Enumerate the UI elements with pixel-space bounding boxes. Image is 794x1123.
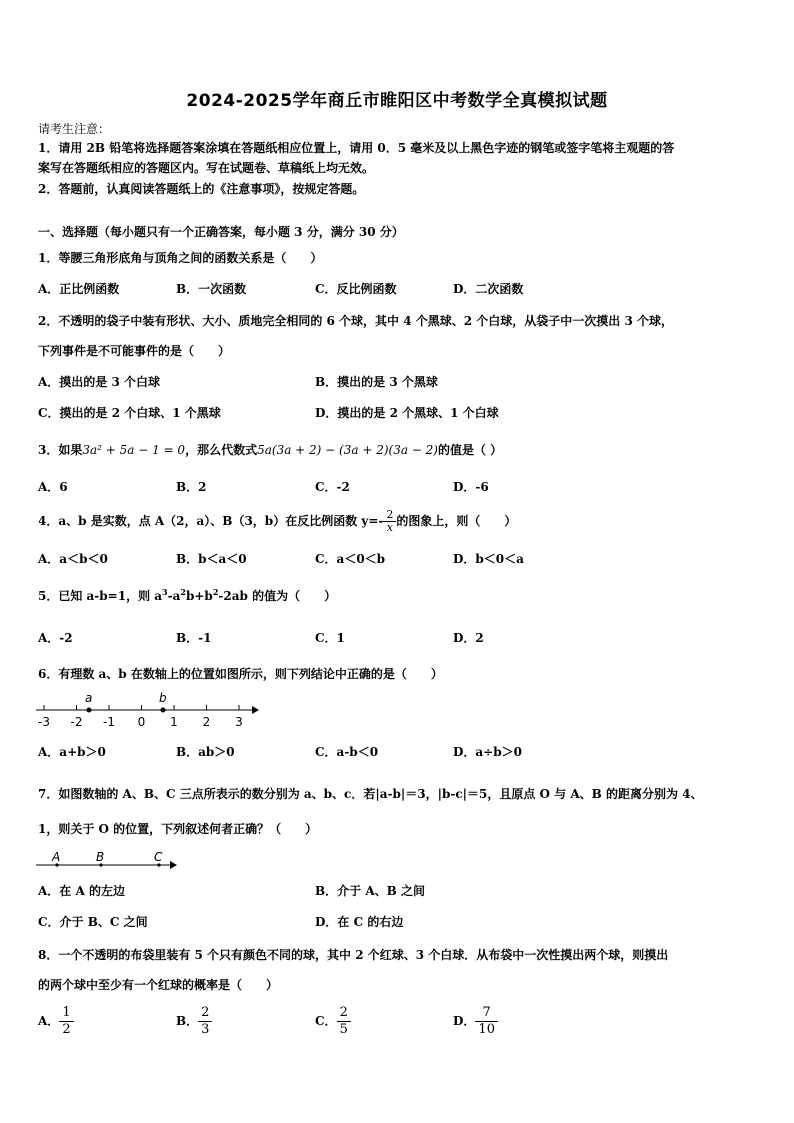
q3-option-d: D．-6 <box>453 480 489 494</box>
q1-option-b: B．一次函数 <box>176 282 247 296</box>
q7-point-b-label: B <box>96 850 105 864</box>
q6-option-d: D．a÷b＞0 <box>453 745 522 759</box>
q8-option-a-denominator: 2 <box>59 1021 73 1038</box>
q6-tick-label: 1 <box>170 715 178 729</box>
q5-stem <box>38 588 336 604</box>
notice-item-1-line-2: 案写在答题纸相应的答题区内。写在试题卷、草稿纸上均无效。 <box>38 161 375 175</box>
section-heading: 一、选择题（每小题只有一个正确答案，每小题 3 分，满分 30 分） <box>38 225 404 239</box>
q4-option-d: D．b＜0＜a <box>453 552 524 566</box>
q4-stem-post: 的图象上，则（ ） <box>396 514 517 528</box>
q6-tick-label: -1 <box>103 715 115 729</box>
q8-stem-line-2: 的两个球中至少有一个红球的概率是（ ） <box>38 978 279 992</box>
q5-option-a: A．-2 <box>38 631 73 645</box>
q8-option-a-fraction <box>59 1005 73 1038</box>
q3-equation: 3a² + 5a − 1 = 0 <box>82 443 186 457</box>
q1-option-c: C．反比例函数 <box>315 282 397 296</box>
q7-stem-line-1: 7．如图数轴的 A、B、C 三点所表示的数分别为 a、b、c．若|a-b|＝3，|b-c|＝5，且原点 O 与 A、B 的距离分别为 4、 <box>38 787 703 801</box>
q7-option-d: D．在 C 的右边 <box>315 915 404 929</box>
q4-fraction <box>383 509 396 534</box>
q2-stem-line-1: 2．不透明的袋子中装有形状、大小、质地完全相同的 6 个球，其中 4 个黑球、2 个白球，从袋子中一次摸出 3 个球， <box>38 314 673 328</box>
q4-fraction-numerator: 2 <box>386 508 394 521</box>
q5-exponent-3: 2 <box>212 587 219 597</box>
q5-option-d: D．2 <box>453 631 484 645</box>
q2-option-a: A．摸出的是 3 个白球 <box>38 375 161 389</box>
q8-option-a <box>38 1002 74 1040</box>
q4-fraction-denominator: x <box>383 521 396 534</box>
notice-item-1-line-1: 1．请用 2B 铅笔将选择题答案涂填在答题纸相应位置上，请用 0．5 毫米及以上黑色字迹的钢笔或签字笔将主观题的答 <box>38 141 675 155</box>
q8-option-b-fraction <box>198 1005 212 1038</box>
q8-option-b-numerator: 2 <box>201 1005 210 1020</box>
q5-exponent-2: 2 <box>180 587 186 597</box>
q5-stem-pre: 5．已知 a-b=1，则 a <box>38 589 163 603</box>
q6-tick-label: 3 <box>235 715 243 729</box>
q6-option-c: C．a-b＜0 <box>315 745 379 759</box>
q6-point-b <box>161 708 166 713</box>
q6-axis-arrow <box>252 706 259 714</box>
q3-stem-mid: ，那么代数式 <box>185 443 258 457</box>
q8-option-c-label: C． <box>315 1014 337 1028</box>
q6-point-a <box>87 708 92 713</box>
q8-option-c-denominator: 5 <box>337 1021 351 1038</box>
q3-expression: 5a(3a + 2) − (3a + 2)(3a − 2) <box>257 443 438 457</box>
q1-option-a: A．正比例函数 <box>38 282 120 296</box>
q6-number-line <box>32 688 262 730</box>
q3-option-c: C．-2 <box>315 480 350 494</box>
q3-option-a: A．6 <box>38 480 68 494</box>
q6-tick-label: 2 <box>202 715 211 729</box>
q5-stem-post: -2ab 的值为（ ） <box>218 589 337 603</box>
q8-stem-line-1: 8．一个不透明的布袋里装有 5 个只有颜色不同的球，其中 2 个红球、3 个白球．从布袋中一次性摸出两个球，则摸出 <box>38 948 669 962</box>
q8-option-c <box>315 1002 351 1040</box>
q7-point-a-label: A <box>52 850 61 864</box>
q7-stem-line-2: 1，则关于 O 的位置，下列叙述何者正确？（ ） <box>38 822 318 836</box>
q6-option-a: A．a+b＞0 <box>38 745 106 759</box>
q3-stem <box>38 442 502 458</box>
q8-option-d-denominator: 10 <box>475 1021 498 1038</box>
q8-option-b-label: B． <box>176 1014 199 1028</box>
q6-stem: 6．有理数 a、b 在数轴上的位置如图所示，则下列结论中正确的是（ ） <box>38 667 443 681</box>
q5-stem-mid2: b+b <box>185 589 213 603</box>
q5-option-c: C．1 <box>315 631 345 645</box>
page-title: 2024-2025学年商丘市睢阳区中考数学全真模拟试题 <box>186 91 608 111</box>
q1-option-d: D．二次函数 <box>453 282 524 296</box>
q7-option-a: A．在 A 的左边 <box>38 884 125 898</box>
q6-tick-label: 0 <box>137 715 146 729</box>
q4-stem-pre: 4．a、b 是实数，点 A（2，a）、B（3，b）在反比例函数 y=- <box>38 514 384 528</box>
q8-option-c-numerator: 2 <box>339 1005 348 1020</box>
q7-point-c-label: C <box>154 850 163 864</box>
q8-option-d-label: D． <box>453 1014 476 1028</box>
q4-stem <box>38 506 516 536</box>
q5-exponent-1: 3 <box>162 587 168 597</box>
q2-option-d: D．摸出的是 2 个黑球、1 个白球 <box>315 406 499 420</box>
q8-option-b <box>176 1002 212 1040</box>
q6-point-b-label: b <box>159 691 167 705</box>
q2-option-b: B．摸出的是 3 个黑球 <box>315 375 438 389</box>
notice-item-2: 2．答题前，认真阅读答题纸上的《注意事项》，按规定答题。 <box>38 182 365 196</box>
q6-option-b: B．ab＞0 <box>176 745 235 759</box>
q7-option-c: C．介于 B、C 之间 <box>38 915 148 929</box>
q3-stem-pre: 3．如果 <box>38 443 83 457</box>
q4-option-c: C．a＜0＜b <box>315 552 386 566</box>
q8-option-d-numerator: 7 <box>482 1005 491 1020</box>
q7-axis-arrow <box>170 861 177 869</box>
q8-option-a-label: A． <box>38 1014 60 1028</box>
q3-stem-post: 的值是（ ） <box>437 443 503 457</box>
q8-option-d-fraction <box>475 1005 498 1038</box>
q6-tick-label: -3 <box>38 715 50 729</box>
q1-stem: 1．等腰三角形底角与顶角之间的函数关系是（ ） <box>38 251 323 265</box>
q6-point-a-label: a <box>85 691 93 705</box>
q7-number-line <box>34 848 184 874</box>
q2-stem-line-2: 下列事件是不可能事件的是（ ） <box>38 344 231 358</box>
q8-option-b-denominator: 3 <box>198 1021 212 1038</box>
q8-option-a-numerator: 1 <box>62 1005 71 1020</box>
q8-option-d <box>453 1002 498 1040</box>
q2-option-c: C．摸出的是 2 个白球、1 个黑球 <box>38 406 221 420</box>
q4-option-b: B．b＜a＜0 <box>176 552 247 566</box>
q7-option-b: B．介于 A、B 之间 <box>315 884 425 898</box>
q4-option-a: A．a＜b＜0 <box>38 552 108 566</box>
q5-option-b: B．-1 <box>176 631 212 645</box>
q6-tick-label: -2 <box>70 715 83 729</box>
notice-heading: 请考生注意： <box>38 122 111 136</box>
q5-stem-mid: -a <box>167 589 181 603</box>
q3-option-b: B．2 <box>176 480 207 494</box>
q8-option-c-fraction <box>337 1005 351 1038</box>
